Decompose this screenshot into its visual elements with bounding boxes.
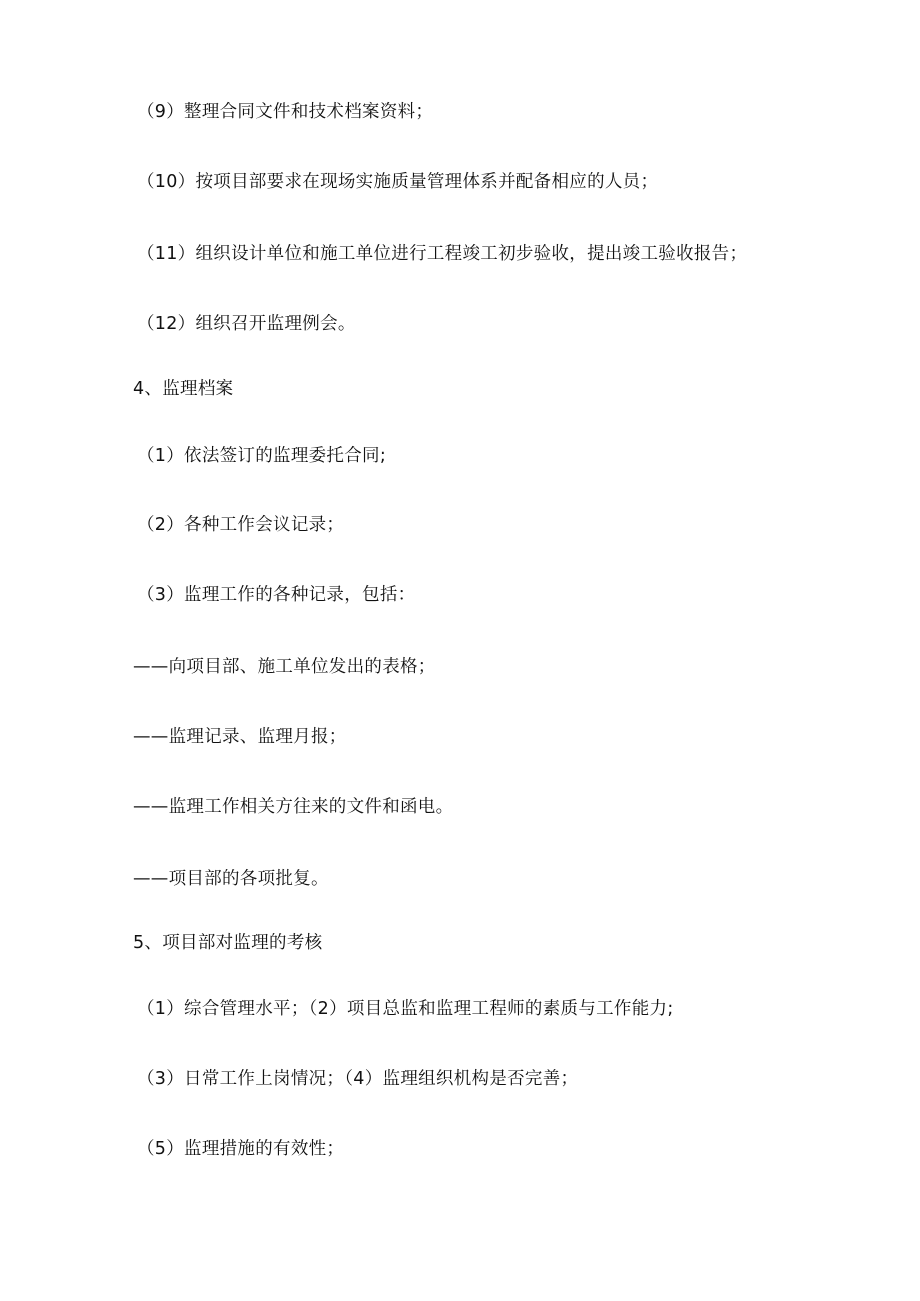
record-subitem-reports: ——监理记录、监理月报； xyxy=(133,727,347,747)
list-item-9: （9）整理合同文件和技术档案资料； xyxy=(137,102,434,122)
archive-item-3: （3）监理工作的各种记录，包括： xyxy=(137,585,416,605)
list-item-11: （11）组织设计单位和施工单位进行工程竣工初步验收，提出竣工验收报告； xyxy=(137,244,748,264)
assessment-items-1-2: （1）综合管理水平；（2）项目总监和监理工程师的素质与工作能力; xyxy=(137,999,674,1019)
section-heading-archives: 4、监理档案 xyxy=(133,379,234,399)
record-subitem-forms: ——向项目部、施工单位发出的表格； xyxy=(133,657,436,677)
record-subitem-letters: ——监理工作相关方往来的文件和函电。 xyxy=(133,797,454,817)
assessment-item-5: （5）监理措施的有效性； xyxy=(137,1139,345,1159)
list-item-12: （12）组织召开监理例会。 xyxy=(137,314,356,334)
record-subitem-approvals: ——项目部的各项批复。 xyxy=(133,869,329,889)
archive-item-1: （1）依法签订的监理委托合同; xyxy=(137,446,387,466)
archive-item-2: （2）各种工作会议记录； xyxy=(137,515,345,535)
list-item-10: （10）按项目部要求在现场实施质量管理体系并配备相应的人员； xyxy=(137,172,659,192)
assessment-items-3-4: （3）日常工作上岗情况；（4）监理组织机构是否完善； xyxy=(137,1069,579,1089)
section-heading-assessment: 5、项目部对监理的考核 xyxy=(133,933,323,953)
